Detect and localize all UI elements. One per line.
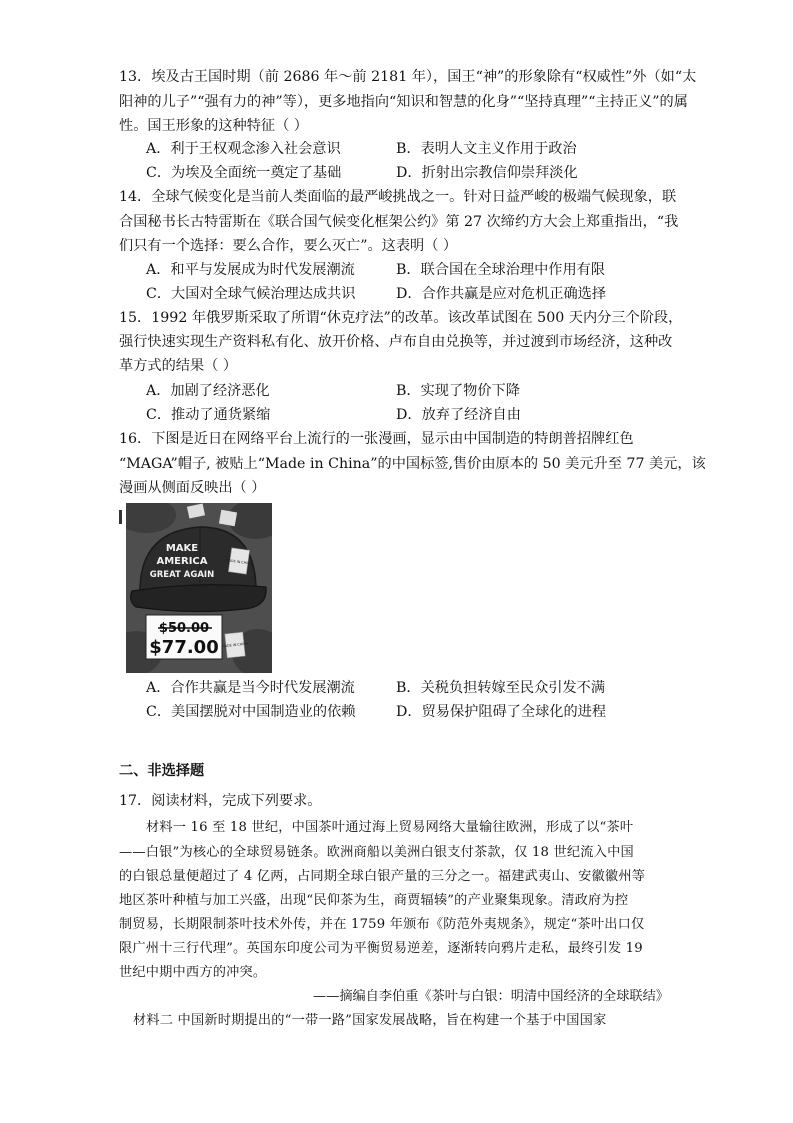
q15-option-a: A．加剧了经济恶化 [146, 383, 270, 399]
q16-line-2: “MAGA”帽子, 被贴上“Made in China”的中国标签,售价由原本的 50 美元升至 77 美元，该 [119, 456, 706, 472]
q14-line-2: 合国秘书长古特雷斯在《联合国气候变化框架公约》第 27 次缔约方大会上郑重指出，“我 [119, 214, 679, 230]
material1-line-7: 世纪中期中西方的冲突。 [119, 965, 267, 980]
section-title: 二、非选择题 [119, 763, 205, 779]
q14-option-c: C．大国对全球气候治理达成共识 [146, 286, 356, 302]
q13-line-3: 性。国王形象的这种特征（ ） [119, 118, 308, 134]
q15-line-3: 革方式的结果（ ） [119, 358, 238, 374]
q15-option-c: C．推动了通货紧缩 [146, 407, 271, 423]
q16-option-c: C．美国摆脱对中国制造业的依赖 [146, 704, 356, 720]
material1-line-1: 材料一 16 至 18 世纪，中国茶叶通过海上贸易网络大量输往欧洲，形成了以“茶叶 [146, 820, 634, 835]
hat-text-line-2: AMERICA [156, 556, 208, 567]
q16-line-3: 漫画从侧面反映出（ ） [119, 480, 266, 496]
q16-option-b: B．关税负担转嫁至民众引发不满 [396, 680, 606, 696]
q16-line-1: 16．下图是近日在网络平台上流行的一张漫画，显示由中国制造的特朗普招牌红色 [119, 431, 634, 447]
q15-line-1: 15．1992 年俄罗斯采取了所谓“休克疗法”的改革。该改革试图在 500 天内分三个阶段， [119, 310, 683, 326]
q14-option-d: D．合作共赢是应对危机正确选择 [396, 286, 607, 302]
q14-option-b: B．联合国在全球治理中作用有限 [396, 262, 606, 278]
hat-text-line-1: MAKE [165, 543, 199, 554]
q14-line-3: 们只有一个选择：要么合作，要么灭亡”。这表明（ ） [119, 238, 458, 254]
q13-option-a: A．利于王权观念渗入社会意识 [146, 141, 341, 157]
material1-line-3: 的白银总量便超过了 4 亿两，占同期全球白银产量的三分之一。福建武夷山、安徽徽州等 [119, 869, 646, 884]
material1-line-6: 限广州十三行代理”。英国东印度公司为平衡贸易逆差，逐渐转向鸦片走私，最终引发 19 [119, 941, 643, 956]
q13-option-b: B．表明人文主义作用于政治 [396, 141, 577, 157]
q14-line-1: 14．全球气候变化是当前人类面临的最严峻挑战之一。针对日益严峻的极端气候现象，联 [119, 189, 677, 205]
material1-line-2: ——白银”为核心的全球贸易链条。欧洲商船以美洲白银支付茶款，仅 18 世纪流入中国 [119, 845, 634, 860]
q13-line-1: 13．埃及古王国时期（前 2686 年～前 2181 年），国王“神”的形象除有“权威性”外（如“太 [119, 69, 697, 85]
q15-option-d: D．放弃了经济自由 [396, 407, 521, 423]
q17-intro: 17．阅读材料，完成下列要求。 [119, 793, 322, 809]
margin-mark [119, 510, 122, 524]
q15-line-2: 强行快速实现生产资料私有化、放开价格、卢布自由兑换等，并过渡到市场经济，这种改 [119, 334, 673, 350]
q13-line-2: 阳神的儿子”“强有力的神”等），更多地指向“知识和智慧的化身”“坚持真理”“主持正义”的属 [119, 94, 688, 110]
material1-line-4: 地区茶叶种植与加工兴盛，出现“民仰茶为生，商贾辐辏”的产业聚集现象。清政府为控 [119, 893, 629, 908]
maga-hat-cartoon [126, 503, 272, 673]
hat-text-line-3: GREAT AGAIN [149, 570, 215, 580]
bottom-tag-text: MADE IN CHINA [221, 641, 249, 649]
material2-line-1: 材料二 中国新时期提出的“一带一路”国家发展战略，旨在构建一个基于中国国家 [133, 1013, 607, 1028]
old-price: $50.00 [158, 621, 210, 636]
q16-option-d: D．贸易保护阻碍了全球化的进程 [396, 704, 607, 720]
new-price: $77.00 [149, 637, 219, 658]
q16-option-a: A．合作共赢是当今时代发展潮流 [146, 680, 355, 696]
q13-option-d: D．折射出宗教信仰崇拜淡化 [396, 165, 578, 181]
q13-option-c: C．为埃及全面统一奠定了基础 [146, 165, 342, 181]
q15-option-b: B．实现了物价下降 [396, 383, 520, 399]
material1-citation: ——摘编自李伯重《茶叶与白银：明清中国经济的全球联结》 [312, 989, 669, 1004]
material1-line-5: 制贸易，长期限制茶叶技术外传，并在 1759 年颁布《防范外夷规条》，规定“茶叶出口仅 [119, 917, 645, 932]
hat-tag-text: MADE IN CHINA [225, 558, 253, 566]
q14-option-a: A．和平与发展成为时代发展潮流 [146, 262, 355, 278]
